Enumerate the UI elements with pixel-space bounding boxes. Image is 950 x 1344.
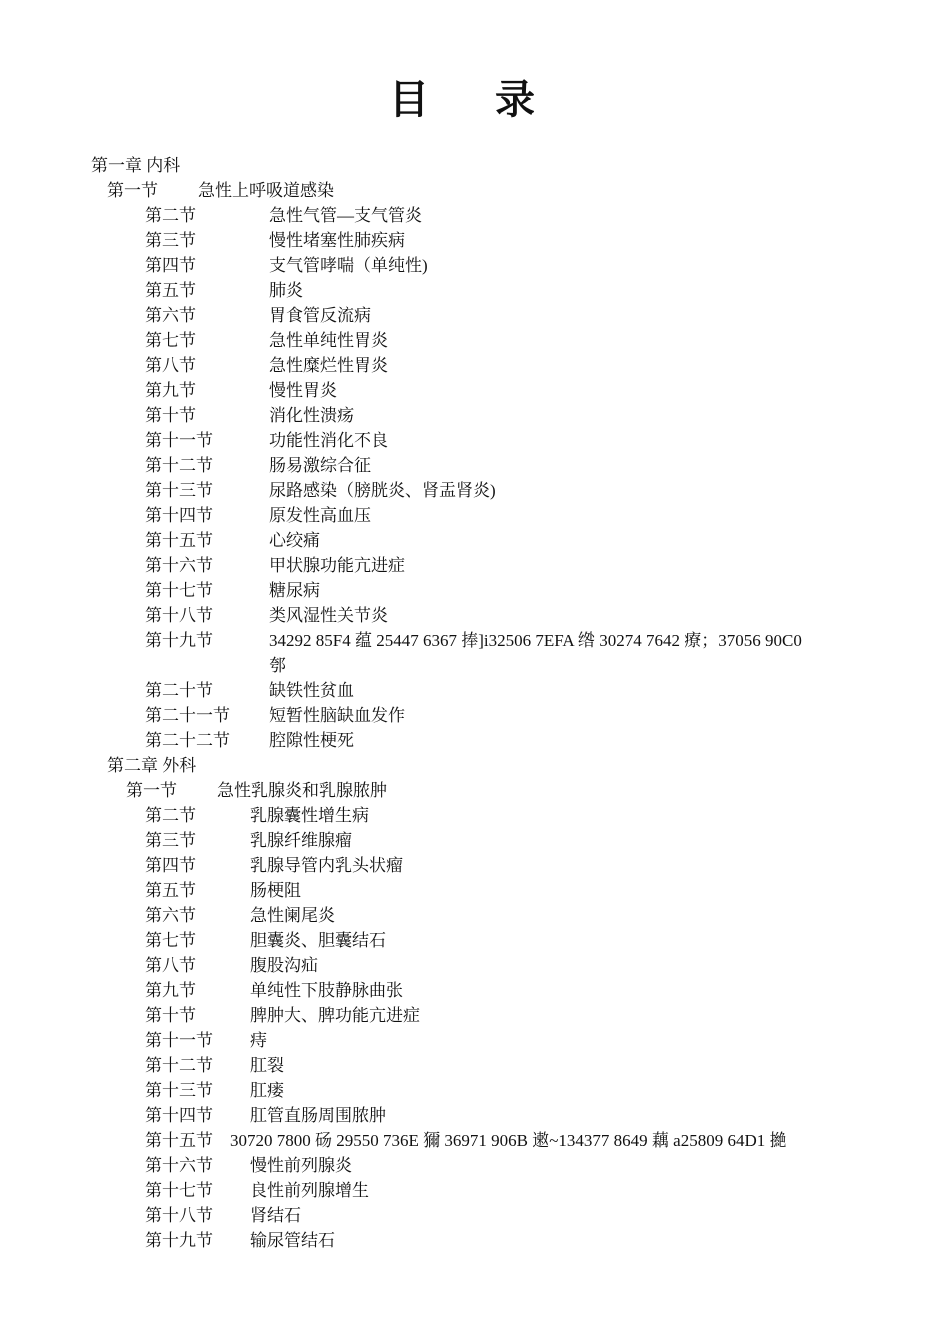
section-number: 第八节 — [145, 356, 196, 375]
section-title: 良性前列腺增生 — [250, 1181, 369, 1200]
section-title: 甲状腺功能亢进症 — [269, 556, 405, 575]
section-title: 急性气管—支气管炎 — [269, 206, 422, 225]
section-title: 糖尿病 — [269, 581, 320, 600]
section-title: 30720 7800 砀 29550 736E 獮 36971 906B 遫~134377 8649 藕 a25809 64D1 撧 — [230, 1131, 787, 1150]
section-number: 第二十一节 — [145, 706, 230, 725]
section-title: 胃食管反流病 — [269, 306, 371, 325]
section-number: 第十八节 — [145, 1206, 213, 1225]
section-title: 慢性胃炎 — [269, 381, 337, 400]
section-title: 肾结石 — [250, 1206, 301, 1225]
section-title: 尿路感染（膀胱炎、肾盂肾炎) — [269, 481, 496, 500]
section-number: 第一节 — [107, 181, 158, 200]
section-number: 第十九节 — [145, 1231, 213, 1250]
section-number: 第五节 — [145, 881, 196, 900]
section-number: 第六节 — [145, 306, 196, 325]
section-title: 痔 — [250, 1031, 267, 1050]
section-number: 第十五节 — [145, 531, 213, 550]
section-title: 慢性前列腺炎 — [250, 1156, 352, 1175]
section-number: 第十四节 — [145, 506, 213, 525]
section-title: 类风湿性关节炎 — [269, 606, 388, 625]
section-number: 第十二节 — [145, 456, 213, 475]
section-number: 第七节 — [145, 931, 196, 950]
section-title: 34292 85F4 蕴 25447 6367 捧]i32506 7EFA 绺 30274 7642 療；37056 90C0 — [269, 631, 802, 650]
section-title: 肛瘘 — [250, 1081, 284, 1100]
section-number: 第十七节 — [145, 581, 213, 600]
section-number: 第六节 — [145, 906, 196, 925]
section-number: 第二十节 — [145, 681, 213, 700]
section-title: 肺炎 — [269, 281, 303, 300]
section-title: 肛裂 — [250, 1056, 284, 1075]
section-number: 第十一节 — [145, 1031, 213, 1050]
section-number: 第十节 — [145, 1006, 196, 1025]
section-title: 急性单纯性胃炎 — [269, 331, 388, 350]
section-number: 第二节 — [145, 806, 196, 825]
section-number: 第四节 — [145, 256, 196, 275]
chapter-heading: 第二章 外科 — [107, 756, 197, 775]
section-number: 第十四节 — [145, 1106, 213, 1125]
section-number: 第七节 — [145, 331, 196, 350]
section-title: 短暂性脑缺血发作 — [269, 706, 405, 725]
section-number: 第十六节 — [145, 556, 213, 575]
section-title: 慢性堵塞性肺疾病 — [269, 231, 405, 250]
section-title: 胆囊炎、胆囊结石 — [250, 931, 386, 950]
section-title: 急性乳腺炎和乳腺脓肿 — [217, 781, 387, 800]
section-title: 乳腺囊性增生病 — [250, 806, 369, 825]
section-title-continued: 郀 — [269, 656, 286, 675]
section-title: 原发性高血压 — [269, 506, 371, 525]
section-title: 肠梗阻 — [250, 881, 301, 900]
section-number: 第二节 — [145, 206, 196, 225]
section-title: 功能性消化不良 — [269, 431, 388, 450]
section-title: 急性阑尾炎 — [250, 906, 335, 925]
section-title: 肠易激综合征 — [269, 456, 371, 475]
section-number: 第五节 — [145, 281, 196, 300]
section-title: 乳腺导管内乳头状瘤 — [250, 856, 403, 875]
section-number: 第十六节 — [145, 1156, 213, 1175]
section-number: 第十八节 — [145, 606, 213, 625]
section-title: 乳腺纤维腺瘤 — [250, 831, 352, 850]
section-title: 消化性溃疡 — [269, 406, 354, 425]
section-number: 第二十二节 — [145, 731, 230, 750]
section-title: 腹股沟疝 — [250, 956, 318, 975]
section-number: 第十五节 — [145, 1131, 213, 1150]
section-number: 第十九节 — [145, 631, 213, 650]
section-title: 支气管哮喘（单纯性) — [269, 256, 428, 275]
section-title: 脾肿大、脾功能亢进症 — [250, 1006, 420, 1025]
section-number: 第八节 — [145, 956, 196, 975]
section-title: 急性上呼吸道感染 — [198, 181, 334, 200]
section-number: 第十三节 — [145, 1081, 213, 1100]
chapter-heading: 第一章 内科 — [91, 156, 181, 175]
section-number: 第四节 — [145, 856, 196, 875]
section-number: 第十一节 — [145, 431, 213, 450]
section-number: 第三节 — [145, 231, 196, 250]
section-title: 肛管直肠周围脓肿 — [250, 1106, 386, 1125]
section-title: 心绞痛 — [269, 531, 320, 550]
page-title: 目 录 — [389, 77, 561, 123]
section-title: 急性糜烂性胃炎 — [269, 356, 388, 375]
section-number: 第九节 — [145, 381, 196, 400]
section-number: 第一节 — [126, 781, 177, 800]
section-title: 缺铁性贫血 — [269, 681, 354, 700]
section-number: 第十三节 — [145, 481, 213, 500]
section-title: 单纯性下肢静脉曲张 — [250, 981, 403, 1000]
section-number: 第十七节 — [145, 1181, 213, 1200]
section-number: 第九节 — [145, 981, 196, 1000]
section-number: 第三节 — [145, 831, 196, 850]
section-title: 腔隙性梗死 — [269, 731, 354, 750]
section-number: 第十节 — [145, 406, 196, 425]
section-number: 第十二节 — [145, 1056, 213, 1075]
section-title: 输尿管结石 — [250, 1231, 335, 1250]
